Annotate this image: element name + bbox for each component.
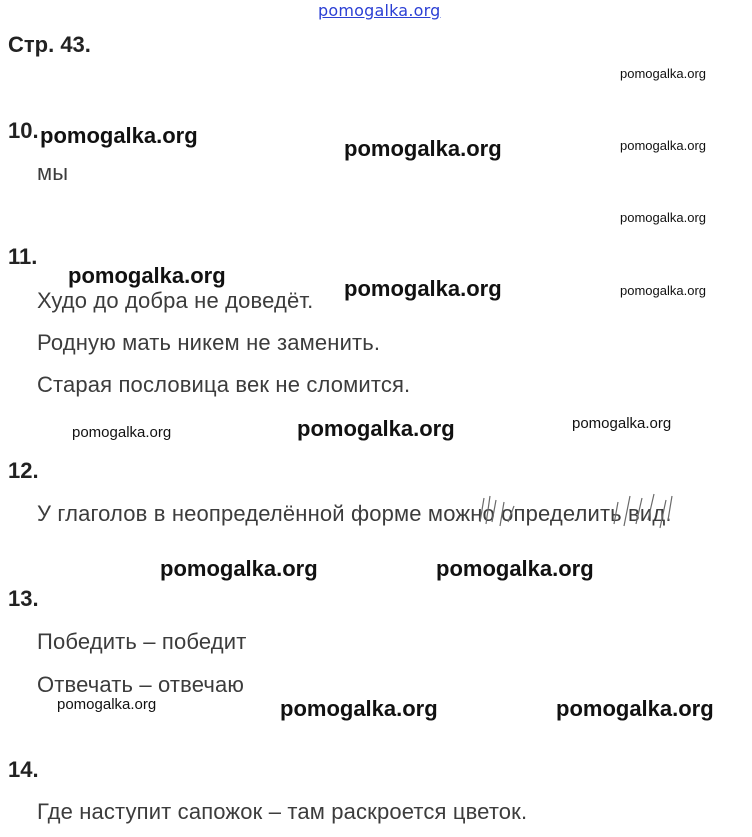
watermark: pomogalka.org [620,283,706,298]
task-14-answer-line-1: Где наступит сапожок – там раскроется цветок. [37,799,528,824]
task-11-answer-line-2: Родную мать никем не заменить. [37,330,381,355]
watermark: pomogalka.org [72,424,172,441]
task-number-13: 13. [8,586,39,611]
pencil-scribble-mark [610,490,680,534]
task-10-answer-line-1: мы [37,160,69,185]
watermark: pomogalka.org [572,415,672,432]
task-number-12: 12. [8,458,39,483]
watermark: pomogalka.org [57,696,157,713]
task-11-answer-line-1: Худо до добра не доведёт. [37,288,314,313]
watermark: pomogalka.org [40,123,198,148]
watermark: pomogalka.org [160,556,318,581]
task-11-answer-line-3: Старая пословица век не сломится. [37,372,411,397]
watermark: pomogalka.org [297,416,455,441]
task-12-answer-line-1: У глаголов в неопределённой форме можно определить вид. [37,501,672,526]
watermark: pomogalka.org [556,696,714,721]
watermark: pomogalka.org [68,263,226,288]
watermark: pomogalka.org [344,136,502,161]
pencil-scribble-mark [474,492,524,530]
watermark: pomogalka.org [280,696,438,721]
watermark: pomogalka.org [620,210,706,225]
watermark: pomogalka.org [436,556,594,581]
page-title: Стр. 43. [8,32,91,57]
watermark: pomogalka.org [620,66,706,81]
site-link[interactable]: pomogalka.org [318,1,441,20]
task-number-14: 14. [8,757,39,782]
task-13-answer-line-2: Отвечать – отвечаю [37,672,245,697]
task-number-11: 11. [8,244,38,269]
watermark: pomogalka.org [344,276,502,301]
task-13-answer-line-1: Победить – победит [37,629,247,654]
task-number-10: 10. [8,118,39,143]
watermark: pomogalka.org [620,138,706,153]
